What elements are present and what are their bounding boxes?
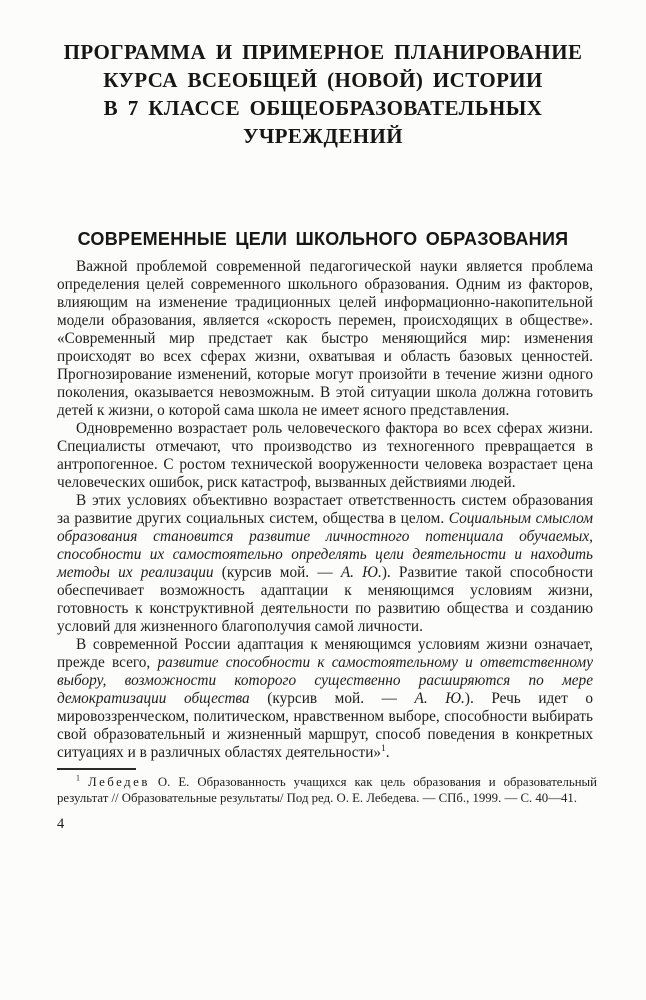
text-run: 1 [381,743,386,754]
text-run: В современной России адаптация к меняющимся условиям жизни означает, прежде всего, [57,636,593,671]
text-run: (курсив мой. — [213,564,341,581]
page-title [0,38,646,150]
text-run: Одновременно возрастает роль человеческого фактора во всех сферах жизни. Специалисты отмечают, что производство из техногенного превращается в антропогенное. С ростом технической вооруженности человека возрастает цена человеческих ошибок, риск катастроф, вызванных действиями людей. [57,420,593,491]
footnote-rule [57,768,136,770]
body-text [57,258,593,762]
title-line: В 7 КЛАССЕ ОБЩЕОБРАЗОВАТЕЛЬНЫХ [103,96,543,120]
text-run: В этих условиях объективно возрастает ответственность систем образования за развитие других социальных систем, общества в целом. [57,492,593,527]
footnote-text [57,774,597,806]
paragraph [57,492,593,636]
paragraph [57,636,593,762]
text-run: Лебедев [88,775,150,789]
text-run: Важной проблемой современной педагогической науки является проблема определения целей современного школьного образования. Одним из факторов, влияющим на изменение традиционных целей информационно-накопительной модели образования, является «скорость перемен, происходящих в обществе». «Современный мир предстает как быстро меняющийся мир: изменения происходят во всех сферах жизни, охватывая и область базовых ценностей. Прогнозирование изменений, которые могут произойти в течение жизни одного поколения, оказывается невозможным. В этой ситуации школа должна готовить детей к жизни, о которой сама школа не имеет ясного представления. [57,258,593,419]
footnote [57,774,597,806]
title-line: УЧРЕЖДЕНИЙ [243,124,403,148]
page-number: 4 [57,816,65,832]
text-run: ). Речь идет о мировоззренческом, политическом, нравственном выборе, способности выбирать свой образовательный и жизненный маршрут, способ поведения в конкретных ситуациях и в различных областях деятельности» [57,690,593,761]
text-run: А. Ю. [414,690,465,707]
paragraph [57,420,593,492]
title-line: КУРСА ВСЕОБЩЕЙ (НОВОЙ) ИСТОРИИ [103,68,543,92]
text-run: 1 [76,773,80,783]
text-run: ). Развитие такой способности обеспечивает возможность адаптации к меняющимся условиям жизни, готовность к конструктивной деятельности по развитию общества и созданию условий для жизненного благополучия самой личности. [57,564,593,635]
text-run: . [385,744,390,761]
text-run: А. Ю. [340,564,382,581]
text-run: развитие способности к самостоятельному и ответственному выбору, возможности которого существенно расширяются по мере демократизации общества [57,654,593,707]
text-run: (курсив мой. — [249,690,415,707]
text-run: О. Е. Образованность учащихся как цель образования и образовательный результат // Образовательные результаты/ Под ред. О. Е. Лебедева. — СПб., 1999. — С. 40—41. [57,775,598,805]
text-run [80,775,88,789]
text-run: Социальным смыслом образования становится развитие личностного потенциала обучаемых, способности их самостоятельно определять цели деятельности и находить методы их реализации [57,510,593,581]
title-line: ПРОГРАММА И ПРИМЕРНОЕ ПЛАНИРОВАНИЕ [63,40,583,64]
paragraph [57,258,593,420]
section-heading: СОВРЕМЕННЫЕ ЦЕЛИ ШКОЛЬНОГО ОБРАЗОВАНИЯ [77,229,569,249]
